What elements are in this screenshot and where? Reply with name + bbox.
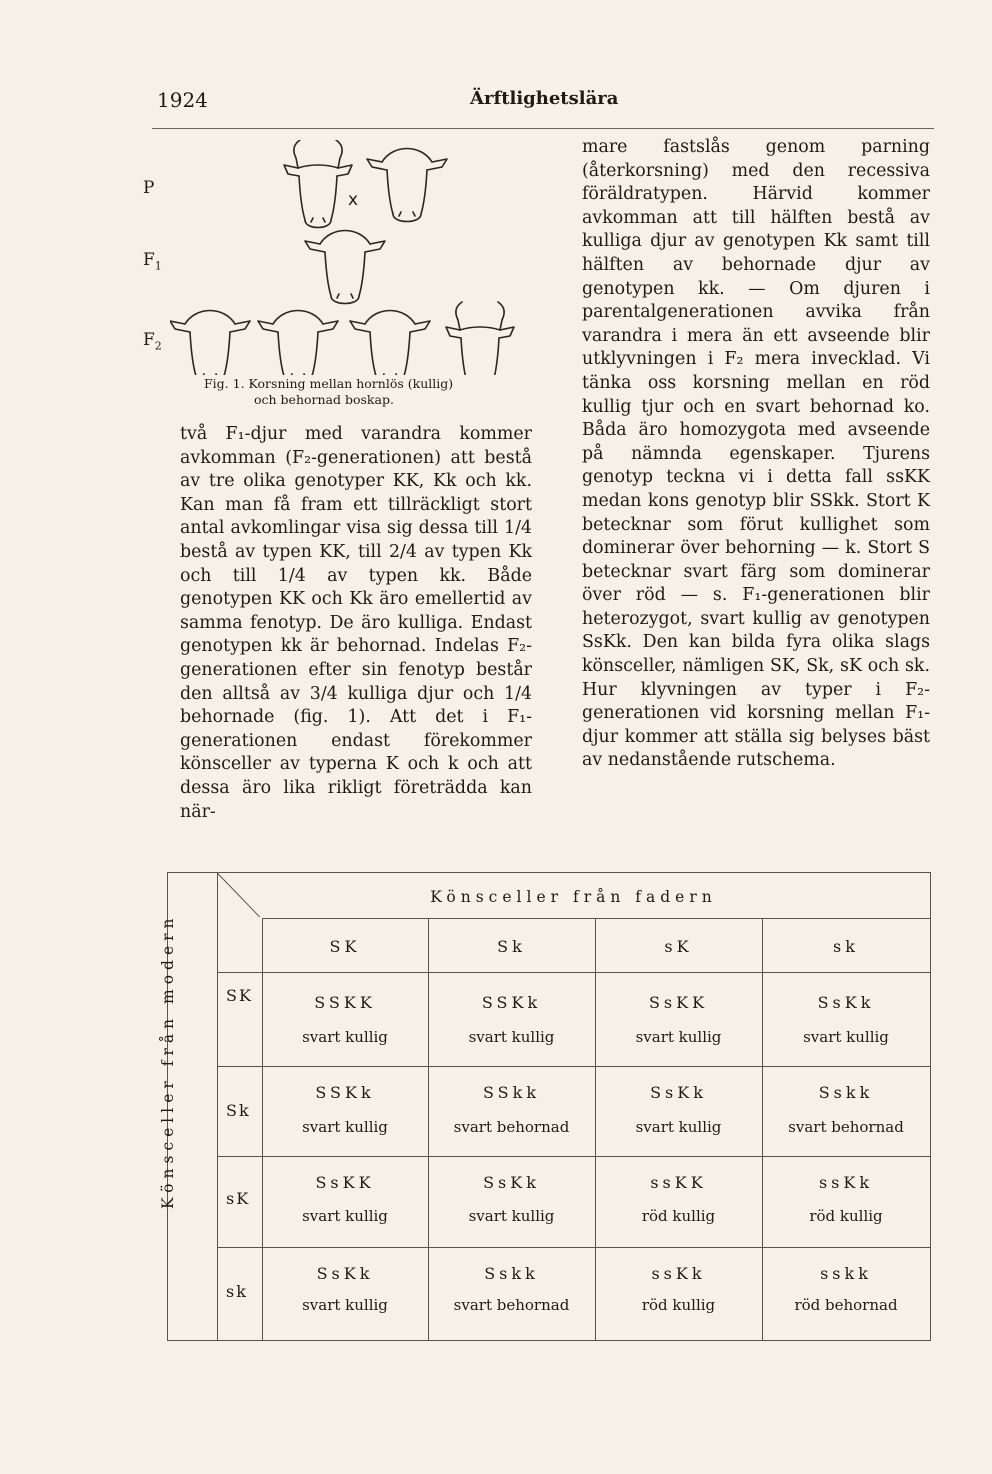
caption-line-1: Fig. 1. Korsning mellan hornlös (kullig) bbox=[204, 376, 454, 391]
cell-phenotype: röd kullig bbox=[641, 1207, 716, 1225]
column-head: SK bbox=[329, 937, 361, 956]
column-head: Sk bbox=[497, 937, 526, 956]
cell-genotype: SSKk bbox=[481, 993, 542, 1012]
cell-genotype: Sskk bbox=[484, 1264, 539, 1283]
table-rule-row bbox=[217, 1247, 930, 1248]
cell-phenotype: svart kullig bbox=[803, 1028, 889, 1046]
cross-symbol: x bbox=[348, 190, 359, 210]
header-rule bbox=[152, 128, 934, 129]
running-title: Ärftlighetslära bbox=[470, 88, 619, 109]
cell-phenotype: röd kullig bbox=[641, 1296, 716, 1314]
cell-genotype: SsKk bbox=[316, 1264, 374, 1283]
table-border-mother bbox=[217, 872, 218, 1340]
cell-phenotype: svart kullig bbox=[302, 1028, 388, 1046]
cell-phenotype: röd behornad bbox=[794, 1296, 898, 1314]
table-rule-row bbox=[217, 972, 930, 973]
right-column bbox=[582, 136, 930, 773]
caption-line-2: och behornad boskap. bbox=[254, 392, 394, 407]
cell-genotype: SSKk bbox=[315, 1083, 375, 1102]
column-head: sk bbox=[833, 937, 859, 956]
row-head: sK bbox=[226, 1189, 251, 1208]
cell-phenotype: svart behornad bbox=[453, 1296, 570, 1314]
cell-genotype: SsKk bbox=[483, 1173, 540, 1192]
cell-genotype: SSKK bbox=[314, 993, 376, 1012]
cell-phenotype: svart behornad bbox=[453, 1118, 570, 1136]
table-border-bottom bbox=[167, 1340, 931, 1341]
horned-cow-icon bbox=[284, 140, 352, 228]
cell-phenotype: svart kullig bbox=[468, 1207, 555, 1225]
table-border-top bbox=[167, 872, 931, 873]
horned-cow-icon bbox=[446, 302, 514, 375]
row-head: sk bbox=[226, 1282, 248, 1301]
table-rule-row bbox=[217, 1066, 930, 1067]
polled-cow-icon bbox=[170, 311, 250, 376]
cell-phenotype: svart kullig bbox=[635, 1028, 722, 1046]
polled-cow-icon bbox=[350, 311, 430, 376]
cell-phenotype: svart behornad bbox=[788, 1118, 904, 1136]
cell-genotype: ssKK bbox=[650, 1173, 707, 1192]
generation-label-f2: $F_2$ bbox=[143, 330, 162, 353]
cell-genotype: SsKk bbox=[650, 1083, 707, 1102]
table-rule-row bbox=[217, 1156, 930, 1157]
cell-phenotype: svart kullig bbox=[468, 1028, 555, 1046]
cell-genotype: sskk bbox=[820, 1264, 872, 1283]
cell-phenotype: röd kullig bbox=[809, 1207, 883, 1225]
cell-phenotype: svart kullig bbox=[635, 1118, 722, 1136]
cell-phenotype: svart kullig bbox=[302, 1207, 388, 1225]
table-rule-father bbox=[262, 918, 930, 919]
father-heading: Könsceller från fadern bbox=[430, 888, 717, 906]
generation-label-p: P bbox=[143, 178, 155, 198]
cell-genotype: SSkk bbox=[482, 1083, 541, 1102]
polled-bull-icon bbox=[367, 149, 447, 222]
left-column bbox=[180, 423, 532, 824]
page-number: 1924 bbox=[157, 88, 208, 112]
polled-cow-icon bbox=[258, 311, 338, 376]
figure-caption bbox=[204, 376, 544, 408]
right-column-text: mare fastslås genom parning (återkorsning) med den recessiva föräldratypen. Härvid kommer avkomman att till hälften bestå av kulliga djur av genotypen Kk samt till hälften av behornade djur av genotypen kk. — Om djuren i parentalgenerationen avvika från varandra i mera än ett avseende blir utklyvningen i F₂ mera invecklad. Vi tänka oss korsning mellan en röd kullig tjur och en svart behornad ko. Båda äro homozygota med avseende på nämnda egenskaper. Tjurens genotyp teckna vi i detta fall ssKK medan kons genotyp blir SSkk. Stort K betecknar som förut kullighet som dominerar över behorning — k. Stort S betecknar svart färg som dominerar över röd — s. F₁-generationen blir heterozygot, svart kullig av genotypen SsKk. Den kan bilda fyra olika slags könsceller, nämligen SK, Sk, sK och sk. Hur klyvningen av typer i F₂-generationen vid korsning mellan F₁-djur kommer att ställa sig belyses bäst av nedanstående rutschema. bbox=[582, 137, 930, 771]
cell-phenotype: svart kullig bbox=[302, 1296, 388, 1314]
cell-genotype: SsKk bbox=[817, 993, 875, 1012]
generation-label-f1: $F_1$ bbox=[143, 250, 162, 273]
row-head: Sk bbox=[226, 1101, 251, 1120]
left-column-text: två F₁-djur med varandra kommer avkomman (F₂-generationen) att bestå av tre olika genotyper KK, Kk och kk. Kan man få fram ett tillräckligt stort antal avkomlingar visa sig dessa till 1/4 bestå av typen KK, till 2/4 av typen Kk och till 1/4 av typen kk. Både genotypen KK och Kk äro emellertid av samma fenotyp. De äro kulliga. Endast genotypen kk är behornad. Indelas F₂-generationen efter sin fenotyp består den alltså av 3/4 kulliga djur och 1/4 behornade (fig. 1). Att det i F₁-generationen endast förekommer könsceller av typerna K och k och att dessa äro lika rikligt företrädda kan när- bbox=[180, 424, 532, 822]
row-head: SK bbox=[226, 986, 253, 1005]
polled-cow-icon bbox=[305, 231, 385, 304]
cell-genotype: ssKk bbox=[651, 1264, 706, 1283]
column-head: sK bbox=[664, 937, 693, 956]
cell-genotype: Sskk bbox=[818, 1083, 874, 1102]
cell-genotype: SsKK bbox=[648, 993, 709, 1012]
cattle-cross-figure bbox=[170, 140, 550, 375]
table-border-right bbox=[930, 872, 931, 1340]
cell-genotype: SsKK bbox=[315, 1173, 375, 1192]
cell-phenotype: svart kullig bbox=[302, 1118, 388, 1136]
cell-genotype: ssKk bbox=[818, 1173, 874, 1192]
